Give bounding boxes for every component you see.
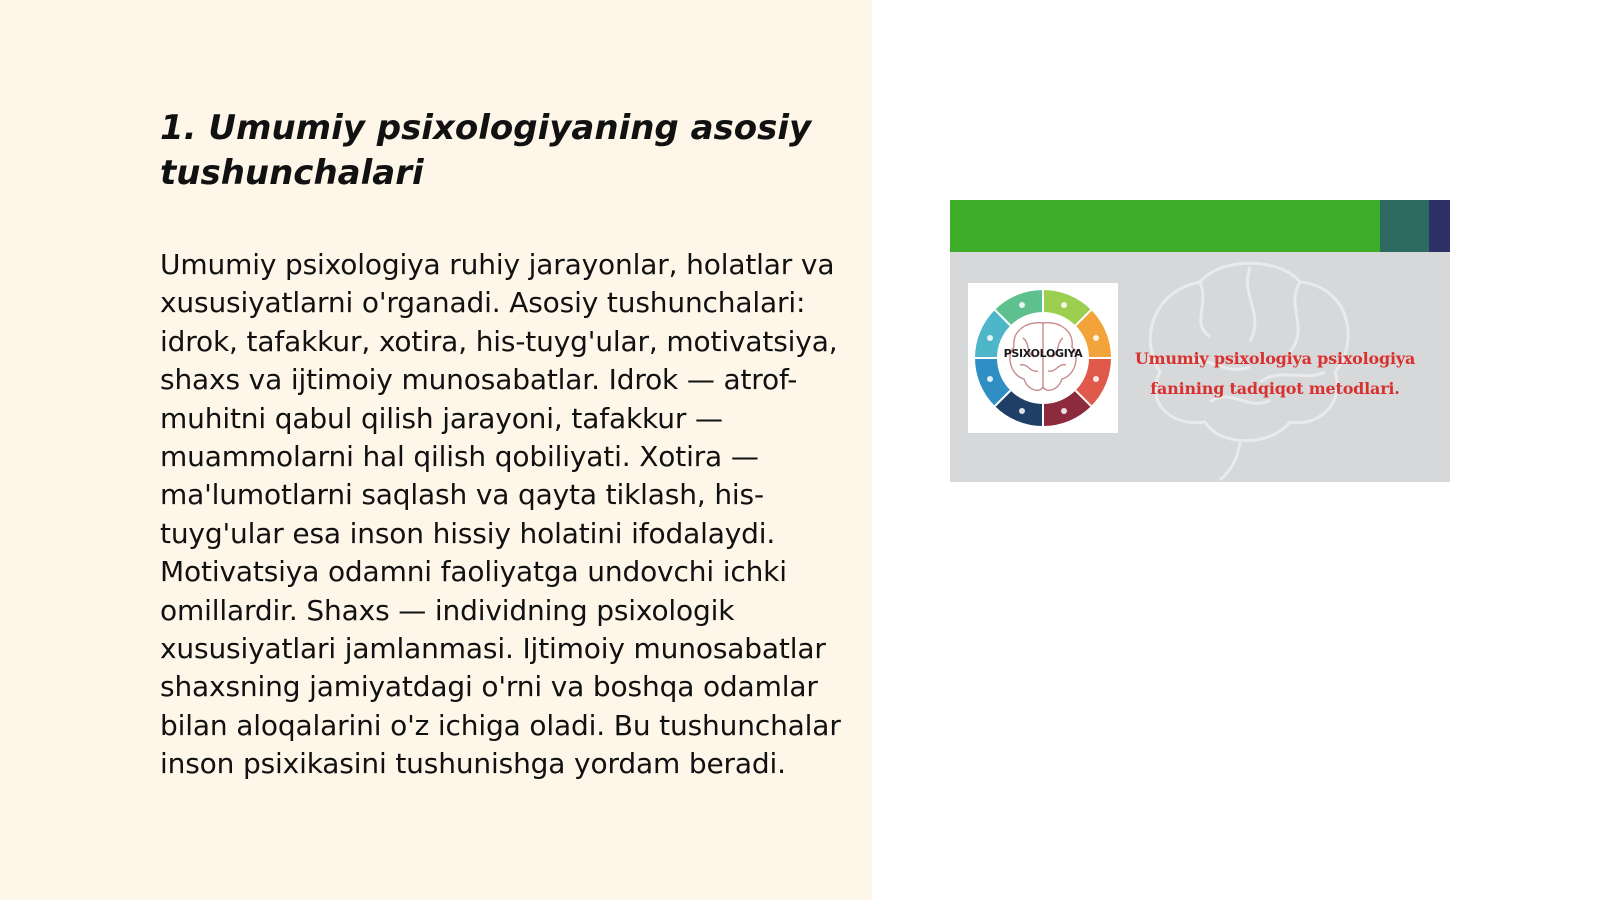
image-caption-line2: fanining tadqiqot metodlari. [1150, 379, 1400, 398]
banner-navy-bar [1429, 200, 1450, 252]
logo-label: PSIXOLOGIYA [1003, 347, 1083, 360]
banner-teal-bar [1380, 200, 1429, 252]
image-caption-line1: Umumiy psixologiya psixologiya [1134, 349, 1416, 368]
psychology-logo [968, 283, 1118, 433]
illustration-image [950, 200, 1450, 482]
slide-title: 1. Umumiy psixologiyaning asosiy tushunchalari [160, 108, 812, 193]
image-caption [1125, 344, 1425, 404]
banner-green-bar [950, 200, 1380, 252]
slide-body-text: Umumiy psixologiya ruhiy jarayonlar, holatlar va xususiyatlarni o'rganadi. Asosiy tushunchalari: idrok, tafakkur, xotira, his-tuyg'ular, motivatsiya, shaxs va ijtimoiy munosabatlar. Idrok — atrof-muhitni qabul qilish jarayoni, tafakkur — muammolarni hal qilish qobiliyati. Xotira — ma'lumotlarni saqlash va qayta tiklash, his-tuyg'ular esa inson hissiy holatini ifodalaydi. Motivatsiya odamni faoliyatga undovchi ichki omillardir. Shaxs — individning psixologik xususiyatlari jamlanmasi. Ijtimoiy munosabatlar shaxsning jamiyatdagi o'rni va boshqa odamlar bilan aloqalarini o'z ichiga oladi. Bu tushunchalar inson psixikasini tushunishga yordam beradi. [160, 248, 841, 781]
